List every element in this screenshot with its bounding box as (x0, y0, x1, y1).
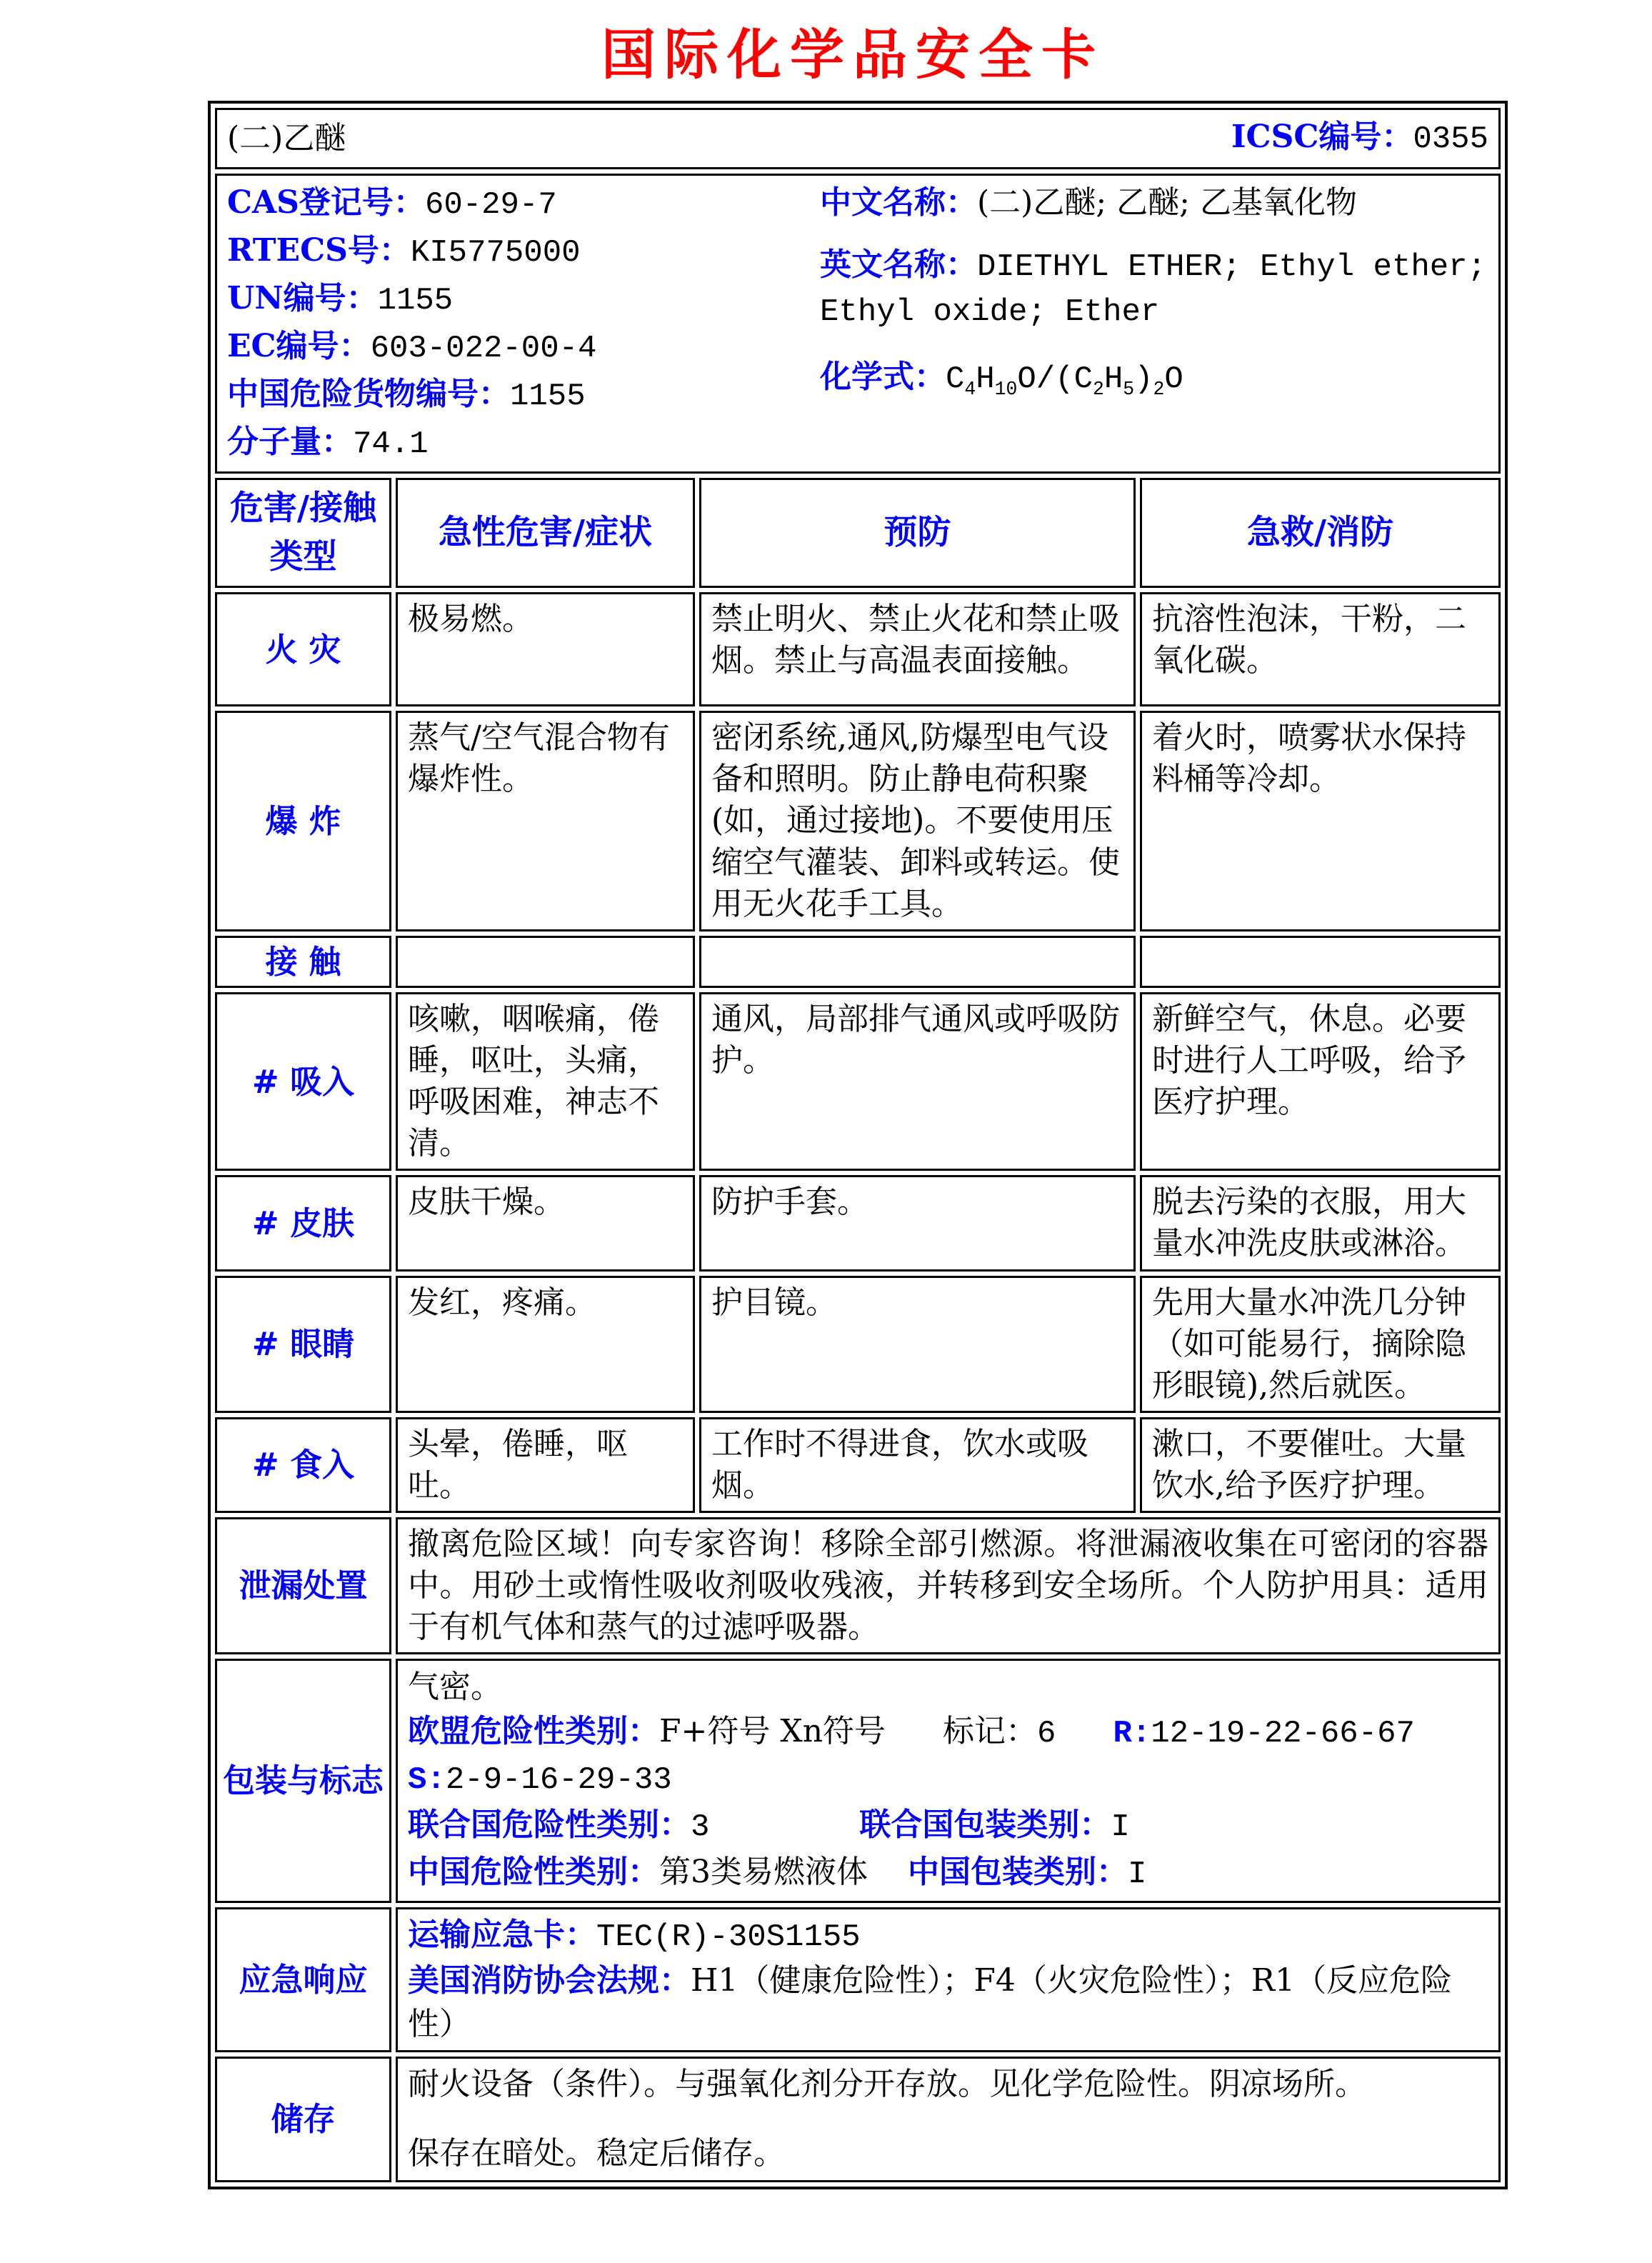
card-name: (二)乙醚 (227, 119, 346, 156)
contact-prevention-cell (699, 936, 1136, 988)
r-phrases-label: R: (1113, 1715, 1151, 1752)
chinese-name-value: (二)乙醚; 乙醚; 乙基氧化物 (977, 184, 1357, 221)
row-emergency-response (215, 1907, 1501, 2052)
explosion-type-cell: 爆 炸 (215, 711, 391, 931)
ec-number-label: EC编号： (227, 328, 371, 364)
explosion-prevention-cell: 密闭系统,通风,防爆型电气设备和照明。防止静电荷积聚(如，通过接地)。不要使用压缩空气灌装、卸料或转运。使用无火花手工具。 (699, 711, 1136, 931)
china-pack-group-value: I (1128, 1856, 1147, 1892)
row-packaging-labelling (215, 1659, 1501, 1903)
emergency-section-label: 应急响应 (215, 1907, 391, 2052)
eyes-first-aid-cell: 先用大量水冲洗几分钟（如可能易行，摘除隐形眼镜),然后就医。 (1140, 1276, 1501, 1413)
skin-prevention-cell: 防护手套。 (699, 1175, 1136, 1271)
molecular-weight-value: 74.1 (353, 426, 429, 462)
china-dg-number-label: 中国危险货物编号： (227, 376, 510, 412)
card-header-row (215, 108, 1501, 169)
contact-first-aid-cell (1140, 936, 1501, 988)
eu-hazard-class-label: 欧盟危险性类别： (408, 1712, 659, 1749)
skin-symptoms-cell: 皮肤干燥。 (396, 1175, 695, 1271)
inhalation-prevention-cell: 通风，局部排气通风或呼吸防护。 (699, 992, 1136, 1171)
r-phrases-value: 12-19-22-66-67 (1151, 1715, 1415, 1752)
packaging-un-line (408, 1803, 1488, 1850)
chemical-formula-line (820, 354, 1488, 402)
fire-type-cell: 火 灾 (215, 592, 391, 706)
row-contact (215, 936, 1501, 988)
chinese-name-line (820, 180, 1488, 225)
identification-row (215, 174, 1501, 474)
transport-emergency-card-value: TEC(R)-30S1155 (596, 1919, 861, 1956)
china-pack-group-label: 中国包装类别： (908, 1853, 1128, 1890)
contact-type-cell: 接 触 (215, 936, 391, 988)
chinese-name-label: 中文名称： (820, 184, 978, 221)
emergency-content-cell (396, 1907, 1501, 2052)
cas-number-label: CAS登记号： (227, 184, 425, 221)
un-hazard-class-label: 联合国危险性类别： (408, 1806, 691, 1843)
skin-type-cell: # 皮肤 (215, 1175, 391, 1271)
name-list (820, 180, 1488, 467)
rtecs-number-value: KI5775000 (410, 235, 581, 271)
english-name-line (820, 244, 1488, 334)
identifier-list (227, 180, 820, 467)
row-storage (215, 2057, 1501, 2182)
icsc-number-label: ICSC编号： (1231, 119, 1413, 156)
s-phrases-label: S: (408, 1762, 446, 1799)
column-header-first-aid: 急救/消防 (1140, 478, 1501, 588)
china-dg-number-value: 1155 (510, 379, 586, 414)
skin-first-aid-cell: 脱去污染的衣服，用大量水冲洗皮肤或淋浴。 (1140, 1175, 1501, 1271)
nfpa-code-value: H1（健康危险性）；F4（火灾危险性）；R1（反应危险性） (408, 1962, 1453, 2042)
un-hazard-class-value: 3 (691, 1809, 710, 1845)
rtecs-number-label: RTECS号： (227, 232, 411, 269)
cas-number-line (227, 180, 820, 228)
molecular-weight-line (227, 419, 820, 467)
row-inhalation (215, 992, 1501, 1171)
storage-section-label: 储存 (215, 2057, 391, 2182)
packaging-content-cell (396, 1659, 1501, 1903)
s-phrases-value: 2-9-16-29-33 (445, 1762, 672, 1799)
row-ingestion (215, 1417, 1501, 1513)
card-header-cell (215, 108, 1501, 169)
packaging-eu-line (408, 1709, 1488, 1757)
fire-first-aid-cell: 抗溶性泡沫，干粉，二氧化碳。 (1140, 592, 1501, 706)
icsc-number-value: 0355 (1413, 121, 1488, 158)
packaging-section-label: 包装与标志 (215, 1659, 391, 1903)
row-spill-disposal (215, 1517, 1501, 1654)
ingestion-symptoms-cell: 头晕，倦睡，呕吐。 (396, 1417, 695, 1513)
page-title: 国际化学品安全卡 (601, 23, 1104, 86)
ingestion-prevention-cell: 工作时不得进食，饮水或吸烟。 (699, 1417, 1136, 1513)
chemical-formula-label: 化学式： (820, 358, 946, 395)
molecular-weight-label: 分子量： (227, 424, 353, 460)
transport-emergency-card-line (408, 1914, 1488, 1959)
inhalation-first-aid-cell: 新鲜空气，休息。必要时进行人工呼吸，给予医疗护理。 (1140, 992, 1501, 1171)
un-number-line (227, 276, 820, 324)
un-number-value: 1155 (377, 283, 454, 319)
ec-number-line (227, 324, 820, 371)
rtecs-number-line (227, 228, 820, 276)
row-eyes (215, 1276, 1501, 1413)
storage-line-1: 耐火设备（条件）。与强氧化剂分开存放。见化学危险性。阴凉场所。 (408, 2066, 1366, 2103)
icsc-card-table (208, 101, 1508, 2189)
eyes-symptoms-cell: 发红，疼痛。 (396, 1276, 695, 1413)
packaging-china-line (408, 1850, 1488, 1897)
mark-label: 标记： (943, 1712, 1038, 1749)
ec-number-value: 603-022-00-4 (370, 331, 597, 366)
un-pack-group-label: 联合国包装类别： (859, 1806, 1111, 1843)
storage-line-2: 保存在暗处。稳定后储存。 (408, 2135, 785, 2172)
eu-hazard-class-value: F+符号 Xn符号 (659, 1712, 886, 1749)
packaging-s-line (408, 1756, 1488, 1803)
spill-section-label: 泄漏处置 (215, 1517, 391, 1654)
identification-cell (215, 174, 1501, 474)
column-header-hazard-type: 危害/接触类型 (215, 478, 391, 588)
china-hazard-class-value: 第3类易燃液体 (659, 1853, 868, 1890)
row-fire (215, 592, 1501, 706)
un-number-label: UN编号： (227, 280, 378, 316)
fire-prevention-cell: 禁止明火、禁止火花和禁止吸烟。禁止与高温表面接触。 (699, 592, 1136, 706)
china-dg-number-line (227, 371, 820, 419)
fire-symptoms-cell: 极易燃。 (396, 592, 695, 706)
inhalation-type-cell: # 吸入 (215, 992, 391, 1171)
table-header-row (215, 478, 1501, 588)
nfpa-code-line (408, 1959, 1488, 2046)
storage-content-cell (396, 2057, 1501, 2182)
ingestion-type-cell: # 食入 (215, 1417, 391, 1513)
nfpa-code-label: 美国消防协会法规： (408, 1962, 691, 1999)
packaging-airtight-line: 气密。 (408, 1669, 502, 1706)
explosion-symptoms-cell: 蒸气/空气混合物有爆炸性。 (396, 711, 695, 931)
transport-emergency-card-label: 运输应急卡： (408, 1917, 596, 1954)
mark-value: 6 (1037, 1715, 1056, 1752)
english-name-label: 英文名称： (820, 246, 978, 283)
spill-text-cell: 撤离危险区域！向专家咨询！移除全部引燃源。将泄漏液收集在可密闭的容器中。用砂土或惰性吸收剂吸收残液，并转移到安全场所。个人防护用具：适用于有机气体和蒸气的过滤呼吸器。 (396, 1517, 1501, 1654)
un-pack-group-value: I (1111, 1809, 1130, 1845)
icsc-number (1231, 116, 1488, 160)
column-header-symptoms: 急性危害/症状 (396, 478, 695, 588)
eyes-prevention-cell: 护目镜。 (699, 1276, 1136, 1413)
cas-number-value: 60-29-7 (424, 187, 557, 223)
inhalation-symptoms-cell: 咳嗽，咽喉痛，倦睡，呕吐，头痛，呼吸困难，神志不清。 (396, 992, 695, 1171)
eyes-type-cell: # 眼睛 (215, 1276, 391, 1413)
row-skin (215, 1175, 1501, 1271)
column-header-prevention: 预防 (699, 478, 1136, 588)
ingestion-first-aid-cell: 漱口，不要催吐。大量饮水,给予医疗护理。 (1140, 1417, 1501, 1513)
english-name-value: DIETHYL ETHER; Ethyl ether; Ethyl oxide; Ether (820, 249, 1486, 331)
explosion-first-aid-cell: 着火时，喷雾状水保持料桶等冷却。 (1140, 711, 1501, 931)
chemical-formula: $C_4H_{10}O/(C_2H_5)_2O$ (946, 361, 1183, 400)
china-hazard-class-label: 中国危险性类别： (408, 1853, 659, 1890)
row-explosion (215, 711, 1501, 931)
contact-symptoms-cell (396, 936, 695, 988)
